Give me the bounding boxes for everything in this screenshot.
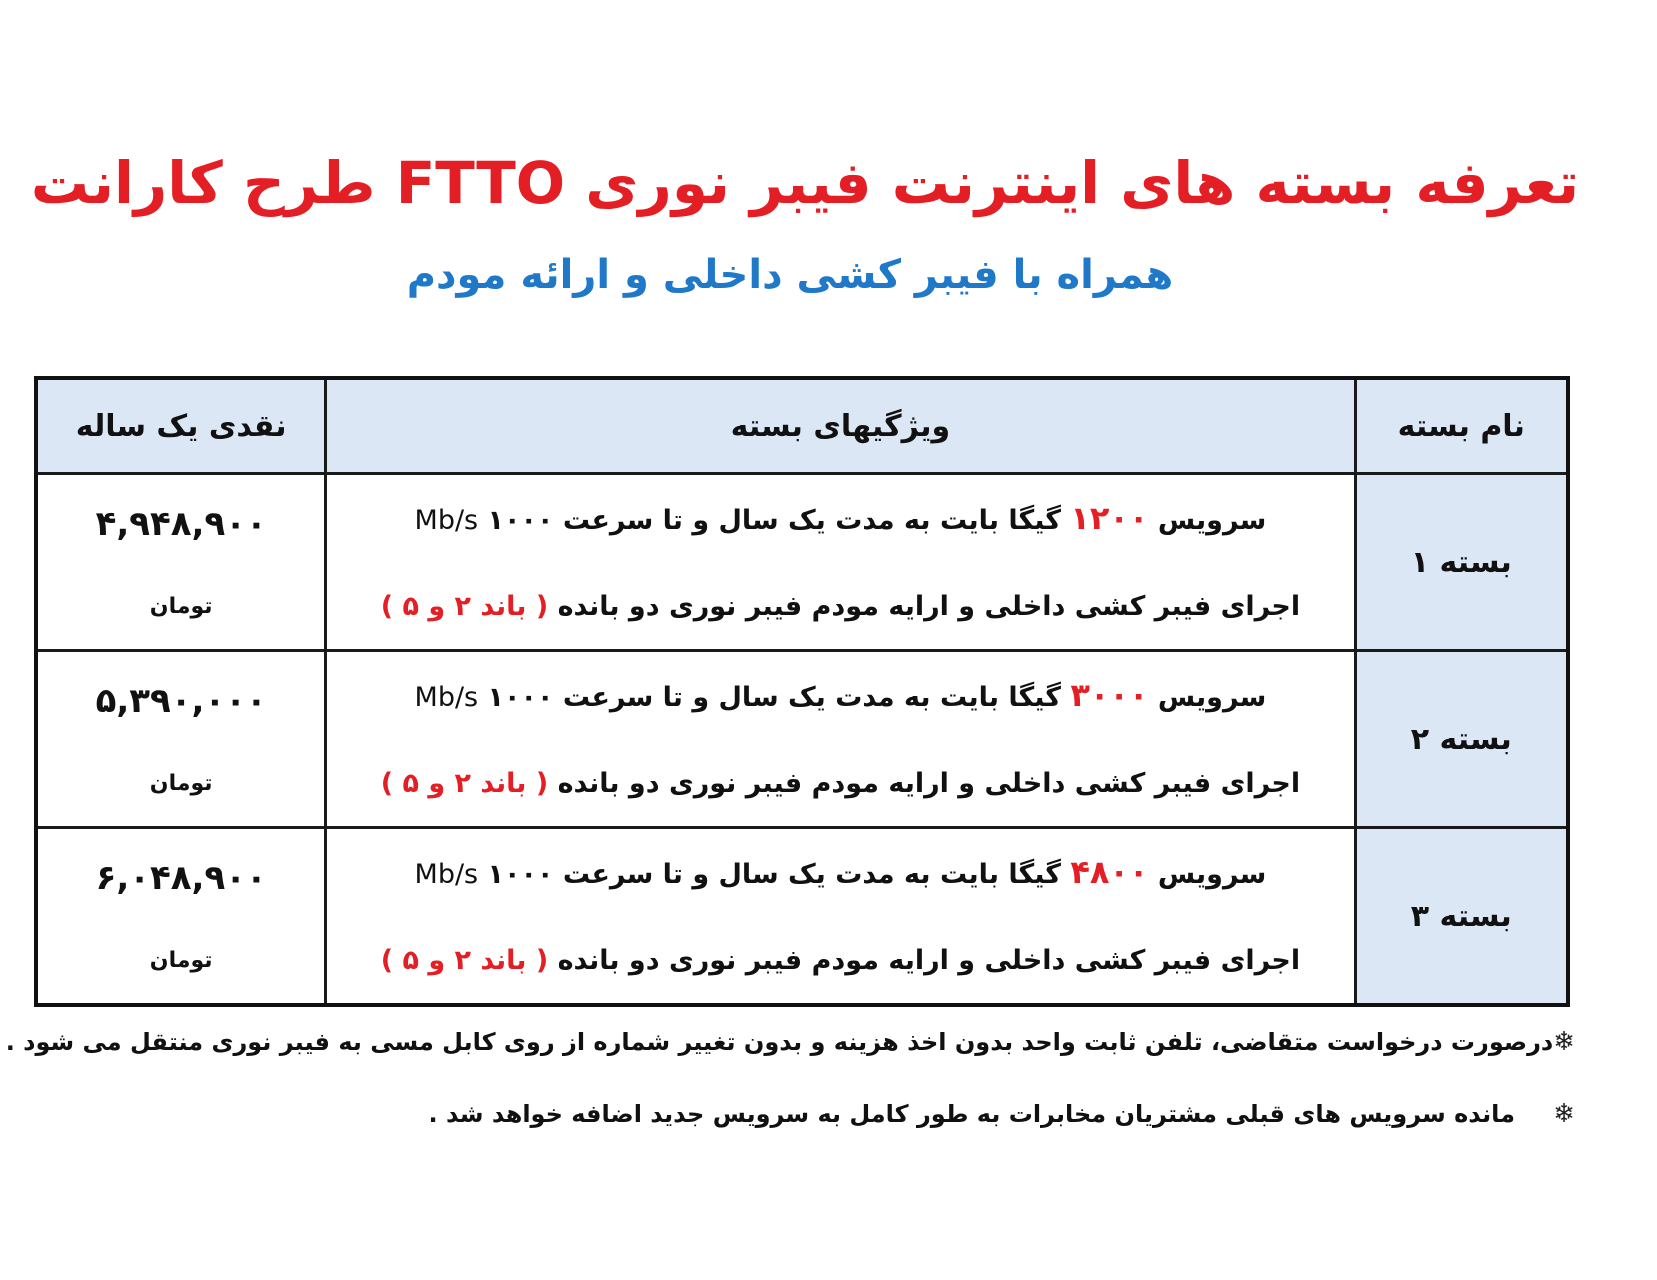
speed-unit: Mb/s bbox=[414, 858, 479, 890]
feature-service-line bbox=[327, 496, 1353, 543]
service-suffix: گیگا بایت به مدت یک سال و تا سرعت ۱۰۰۰ bbox=[487, 681, 1061, 713]
service-volume: ۳۰۰۰ bbox=[1070, 675, 1149, 714]
install-text: اجرای فیبر کشی داخلی و ارایه مودم فیبر نوری دو بانده bbox=[557, 767, 1301, 799]
package-features bbox=[326, 828, 1355, 1006]
feature-service-line bbox=[327, 673, 1353, 720]
speed-unit: Mb/s bbox=[414, 681, 479, 713]
service-volume: ۱۲۰۰ bbox=[1070, 498, 1149, 537]
package-name: بسته ۳ bbox=[1355, 828, 1568, 1006]
package-features bbox=[326, 651, 1355, 828]
note-text: درصورت درخواست متقاضی، تلفن ثابت واحد بدون اخذ هزینه و بدون تغییر شماره از روی کابل مسی به فیبر نوری منتقل می شود . bbox=[5, 1028, 1554, 1056]
package-price: ۶,۰۴۸,۹۰۰ bbox=[95, 858, 267, 898]
feature-install-line bbox=[327, 939, 1353, 983]
feature-install-line bbox=[327, 762, 1353, 806]
package-price-cell bbox=[36, 474, 326, 651]
service-suffix: گیگا بایت به مدت یک سال و تا سرعت ۱۰۰۰ bbox=[487, 858, 1061, 890]
table-row bbox=[36, 828, 1568, 1006]
column-header-annual-price: نقدی یک ساله bbox=[36, 378, 326, 474]
install-text: اجرای فیبر کشی داخلی و ارایه مودم فیبر نوری دو بانده bbox=[557, 590, 1301, 622]
notes-section bbox=[5, 1022, 1575, 1134]
band-info: ( باند ۲ و ۵ ) bbox=[380, 767, 549, 799]
band-info: ( باند ۲ و ۵ ) bbox=[380, 590, 549, 622]
snowflake-bullet-icon: ❄ bbox=[1553, 1027, 1575, 1057]
price-currency: تومان bbox=[149, 594, 213, 619]
package-name: بسته ۲ bbox=[1355, 651, 1568, 828]
table-row bbox=[36, 651, 1568, 828]
feature-service-line bbox=[327, 850, 1353, 897]
service-prefix: سرویس bbox=[1157, 504, 1267, 536]
package-price-cell bbox=[36, 828, 326, 1006]
price-currency: تومان bbox=[149, 948, 213, 973]
speed-unit: Mb/s bbox=[414, 504, 479, 536]
table-row bbox=[36, 474, 1568, 651]
service-prefix: سرویس bbox=[1157, 858, 1267, 890]
service-volume: ۴۸۰۰ bbox=[1070, 852, 1149, 891]
price-currency: تومان bbox=[149, 771, 213, 796]
band-info: ( باند ۲ و ۵ ) bbox=[380, 944, 549, 976]
column-header-package-name: نام بسته bbox=[1355, 378, 1568, 474]
feature-install-line bbox=[327, 585, 1353, 629]
page-title: تعرفه بسته های اینترنت فیبر نوری FTTO طرح کارانت bbox=[30, 149, 1580, 217]
package-price: ۵,۳۹۰,۰۰۰ bbox=[95, 681, 267, 721]
note-text: مانده سرویس های قبلی مشتریان مخابرات به طور کامل به سرویس جدید اضافه خواهد شد . bbox=[428, 1100, 1515, 1128]
package-name: بسته ۱ bbox=[1355, 474, 1568, 651]
column-header-features: ویژگیهای بسته bbox=[326, 378, 1355, 474]
snowflake-bullet-icon: ❄ bbox=[1553, 1099, 1575, 1129]
package-price-cell bbox=[36, 651, 326, 828]
note-item bbox=[75, 1094, 1575, 1134]
service-prefix: سرویس bbox=[1157, 681, 1267, 713]
service-suffix: گیگا بایت به مدت یک سال و تا سرعت ۱۰۰۰ bbox=[487, 504, 1061, 536]
page-subtitle: همراه با فیبر کشی داخلی و ارائه مودم bbox=[406, 252, 1174, 298]
package-features bbox=[326, 474, 1355, 651]
note-item bbox=[5, 1022, 1575, 1062]
package-price: ۴,۹۴۸,۹۰۰ bbox=[95, 504, 267, 544]
table-header-row bbox=[36, 378, 1568, 474]
install-text: اجرای فیبر کشی داخلی و ارایه مودم فیبر نوری دو بانده bbox=[557, 944, 1301, 976]
tariff-table bbox=[34, 376, 1570, 1007]
